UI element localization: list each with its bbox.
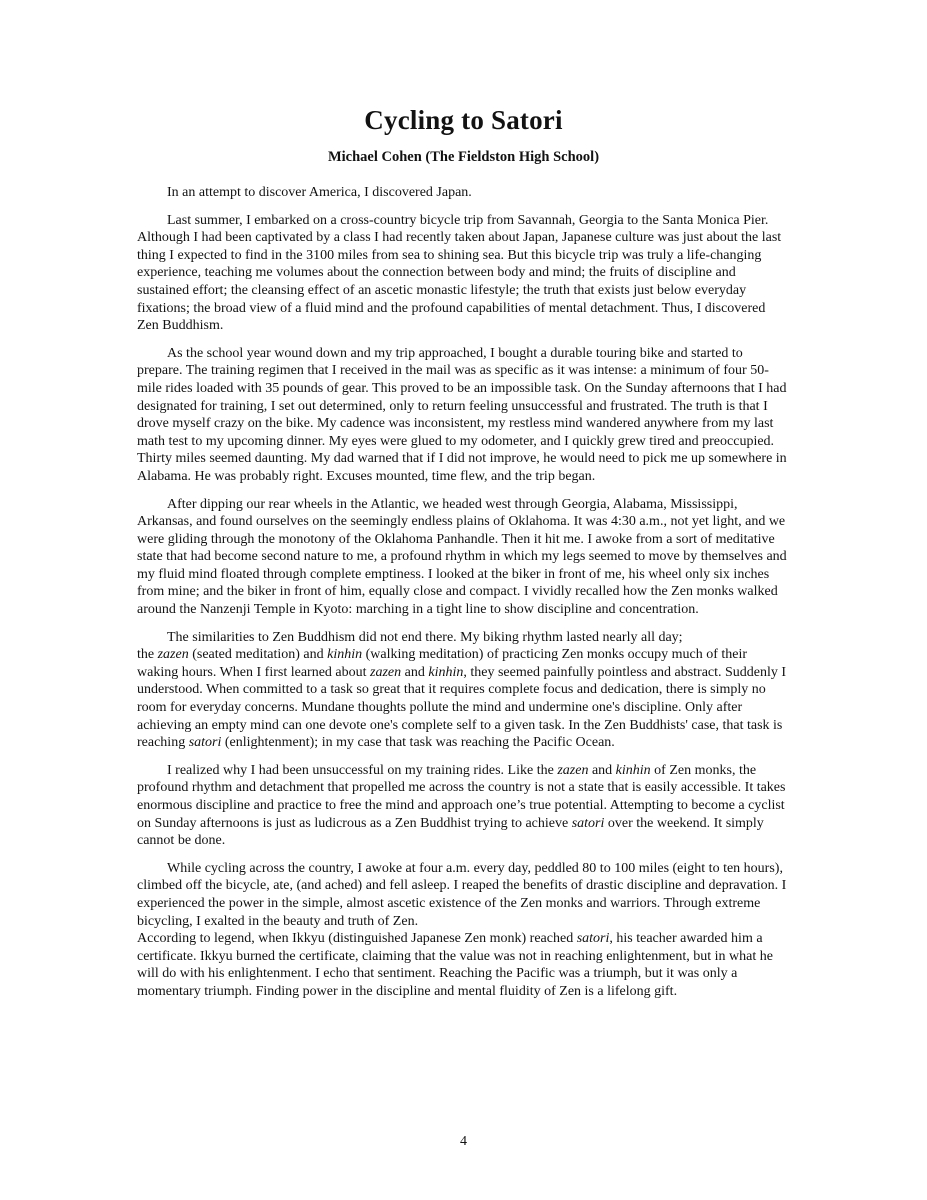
essay-body [137,184,790,1001]
text-run: The similarities to Zen Buddhism did not end there. My biking rhythm lasted nearly all day; [167,629,683,645]
paragraph [137,212,790,335]
italic-text-run: satori [576,931,610,947]
paragraph [137,184,790,202]
italic-text-run: zazen [157,647,189,663]
text-run: , they seemed painfully pointless and abstract. Suddenly I understood. When committed to a task so great that it requires complete focus and dedication, there is simply no room for everyday concerns. Mundane thoughts pollute the mind and undermine one's discipline. Only after achieving an empty mind can one devote one's complete self to a given task. In the Zen Buddhists' case, that task is reaching [137,664,787,751]
text-run: (enlightenment); in my case that task was reaching the Pacific Ocean. [221,735,615,751]
italic-text-run: kinhin [428,664,464,680]
text-run: of Zen monks, the profound rhythm and detachment that propelled me across the country is not a state that is easily accessible. It takes enormous discipline and practice to free the mind and approach one’s true potential. Attempting to become a cyclist on Sunday afternoons is just as ludicrous as a Zen Buddhist trying to achieve [137,762,786,831]
text-run: the [137,647,158,663]
text-run: , his teacher awarded him a certificate. Ikkyu burned the certificate, claiming that the value was not in reaching enlightenment, but in what he will do with his enlightenment. I echo that sentiment. Reaching the Pacific was a triumph, but it was only a momentary triumph. Finding power in the discipline and mental fluidity of Zen is a lifelong gift. [137,931,773,999]
text-run: and [401,664,429,680]
text-run: over the weekend. It simply cannot be done. [137,815,764,849]
text-run: According to legend, when Ikkyu (distinguished Japanese Zen monk) reached [137,931,577,947]
italic-text-run: kinhin [327,647,363,663]
text-run: (walking meditation) of practicing Zen monks occupy much of their waking hours. When I first learned about [137,647,748,680]
text-run: and [588,762,616,778]
text-run: After dipping our rear wheels in the Atlantic, we headed west through Georgia, Alabama, Mississippi, Arkansas, and found ourselves on the seemingly endless plains of Oklahoma. It was 4:30 a.m., not yet light, and we were gliding through the monotony of the Oklahoma Panhandle. Then it hit me. I awoke from a sort of meditative state that had become second nature to me, a profound rhythm in which my legs seemed to move by themselves and my fluid mind floated through complete emptiness. I looked at the biker in front of me, his wheel only six inches from mine; and the biker in front of him, equally close and compact. I vividly recalled how the Zen monks walked around the Nanzenji Temple in Kyoto: marching in a tight line to show discipline and concentration. [137,496,787,618]
italic-text-run: zazen [557,762,589,778]
paragraph [137,345,790,486]
page-number: 4 [460,1134,467,1149]
text-run: I realized why I had been unsuccessful on my training rides. Like the [167,762,558,778]
paragraph [137,762,790,850]
text-run: In an attempt to discover America, I discovered Japan. [167,185,472,200]
text-run: (seated meditation) and [188,647,328,663]
italic-text-run: satori [188,735,222,751]
text-run: While cycling across the country, I awoke at four a.m. every day, peddled 80 to 100 miles (eight to ten hours), climbed off the bicycle, ate, (and ached) and fell asleep. I reaped the benefits of drastic discipline and depravation. I experienced the power in the simple, almost ascetic existence of the Zen monks and warriors. Through extreme bicycling, I exalted in the beauty and truth of Zen. [137,860,787,929]
italic-text-run: satori [571,815,605,831]
author-line: Michael Cohen (The Fieldston High School) [327,149,600,165]
paragraph [137,860,790,1001]
paragraph [137,496,790,619]
text-run: As the school year wound down and my trip approached, I bought a durable touring bike and started to prepare. The training regimen that I received in the mail was as specific as it was intense: a minimum of four 50-mile rides loaded with 35 pounds of gear. This proved to be an impossible task. On the Sunday afternoons that I had designated for training, I set out determined, only to return feeling unsuccessful and frustrated. The truth is that I drove myself crazy on the bike. My cadence was inconsistent, my restless mind wandered anywhere from my last math test to my upcoming dinner. My eyes were glued to my odometer, and I quickly grew tired and preoccupied. Thirty miles seemed daunting. My dad warned that if I did not improve, he would need to pick me up somewhere in Alabama. He was probably right. Excuses mounted, time flew, and the trip began. [137,345,787,484]
text-run: Last summer, I embarked on a cross-country bicycle trip from Savannah, Georgia to the Santa Monica Pier. Although I had been captivated by a class I had recently taken about Japan, Japanese culture was just about the last thing I expected to find in the 3100 miles from sea to shining sea. But this bicycle trip was truly a life-changing experience, teaching me volumes about the connection between body and mind; the fruits of discipline and sustained effort; the cleansing effect of an ascetic monastic lifestyle; the truth that exists just below everyday fixations; the broad view of a fluid mind and the profound capabilities of mental detachment. Thus, I discovered Zen Buddhism. [137,212,782,334]
italic-text-run: zazen [370,664,402,680]
italic-text-run: kinhin [615,762,651,778]
paragraph [137,629,790,752]
page-title: Cycling to Satori [364,105,563,135]
